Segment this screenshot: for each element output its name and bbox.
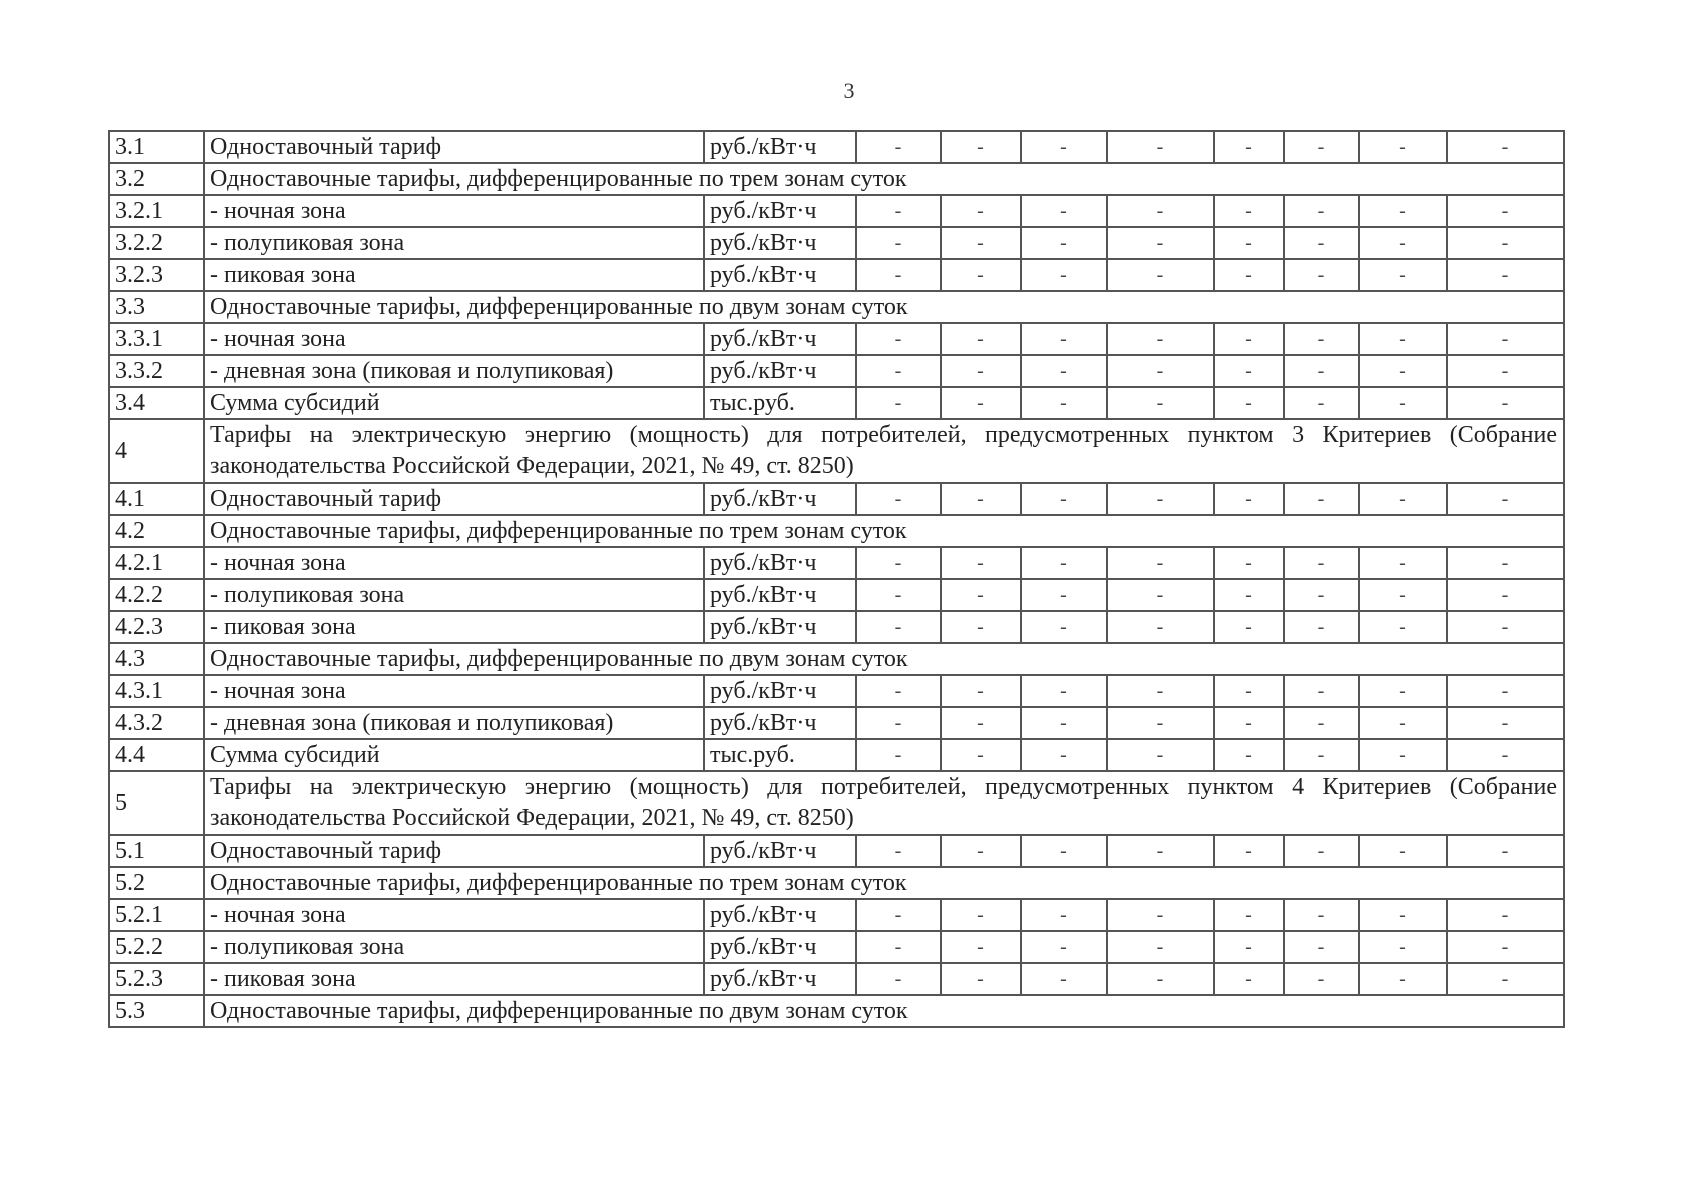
row-label: - полупиковая зона <box>204 227 704 259</box>
row-unit: руб./кВт·ч <box>704 483 856 515</box>
row-unit: руб./кВт·ч <box>704 547 856 579</box>
row-unit: руб./кВт·ч <box>704 195 856 227</box>
value-cell: - <box>856 259 941 291</box>
value-cell: - <box>1447 931 1564 963</box>
value-cell: - <box>1021 195 1107 227</box>
table-row <box>109 995 1564 1027</box>
row-label: Одноставочные тарифы, дифференцированные по двум зонам суток <box>204 995 1564 1027</box>
value-cell: - <box>1021 739 1107 771</box>
row-label: - ночная зона <box>204 899 704 931</box>
value-cell: - <box>856 611 941 643</box>
value-cell: - <box>856 547 941 579</box>
row-label: - полупиковая зона <box>204 931 704 963</box>
value-cell: - <box>1107 323 1214 355</box>
value-cell: - <box>1447 387 1564 419</box>
value-cell: - <box>1284 131 1359 163</box>
row-label: - ночная зона <box>204 195 704 227</box>
row-label: Тарифы на электрическую энергию (мощность) для потребителей, предусмотренных пунктом 4 Критериев (Собрание законодательства Российской Федерации, 2021, № 49, ст. 8250) <box>204 771 1564 835</box>
row-unit: руб./кВт·ч <box>704 611 856 643</box>
value-cell: - <box>1284 963 1359 995</box>
value-cell: - <box>1107 131 1214 163</box>
value-cell: - <box>1021 611 1107 643</box>
row-number: 5 <box>109 771 204 835</box>
tariff-table <box>108 130 1565 1028</box>
row-number: 5.3 <box>109 995 204 1027</box>
value-cell: - <box>1214 899 1284 931</box>
table-row <box>109 931 1564 963</box>
table-row <box>109 387 1564 419</box>
value-cell: - <box>1107 931 1214 963</box>
value-cell: - <box>1214 707 1284 739</box>
value-cell: - <box>941 259 1021 291</box>
value-cell: - <box>1284 227 1359 259</box>
value-cell: - <box>1021 931 1107 963</box>
value-cell: - <box>1359 195 1447 227</box>
value-cell: - <box>1359 355 1447 387</box>
row-unit: тыс.руб. <box>704 387 856 419</box>
value-cell: - <box>856 387 941 419</box>
value-cell: - <box>941 931 1021 963</box>
value-cell: - <box>1284 579 1359 611</box>
value-cell: - <box>856 899 941 931</box>
value-cell: - <box>1107 259 1214 291</box>
row-number: 5.2 <box>109 867 204 899</box>
value-cell: - <box>856 963 941 995</box>
row-number: 3.4 <box>109 387 204 419</box>
value-cell: - <box>1284 259 1359 291</box>
value-cell: - <box>1107 547 1214 579</box>
value-cell: - <box>1107 739 1214 771</box>
row-label: Одноставочные тарифы, дифференцированные по двум зонам суток <box>204 291 1564 323</box>
value-cell: - <box>1021 707 1107 739</box>
row-label: - пиковая зона <box>204 963 704 995</box>
value-cell: - <box>1447 195 1564 227</box>
table-row <box>109 355 1564 387</box>
value-cell: - <box>1284 611 1359 643</box>
value-cell: - <box>856 483 941 515</box>
row-number: 4.1 <box>109 483 204 515</box>
value-cell: - <box>1447 579 1564 611</box>
value-cell: - <box>1214 675 1284 707</box>
value-cell: - <box>1359 931 1447 963</box>
table-row <box>109 131 1564 163</box>
value-cell: - <box>1447 131 1564 163</box>
value-cell: - <box>1359 707 1447 739</box>
value-cell: - <box>1021 227 1107 259</box>
table-row <box>109 483 1564 515</box>
value-cell: - <box>1359 963 1447 995</box>
row-number: 5.2.2 <box>109 931 204 963</box>
row-label: Сумма субсидий <box>204 387 704 419</box>
value-cell: - <box>1284 195 1359 227</box>
row-unit: руб./кВт·ч <box>704 835 856 867</box>
value-cell: - <box>1284 483 1359 515</box>
row-number: 4 <box>109 419 204 483</box>
value-cell: - <box>1359 579 1447 611</box>
value-cell: - <box>1359 835 1447 867</box>
row-number: 3.1 <box>109 131 204 163</box>
table-row <box>109 643 1564 675</box>
row-unit: руб./кВт·ч <box>704 355 856 387</box>
value-cell: - <box>1359 259 1447 291</box>
row-label: - пиковая зона <box>204 259 704 291</box>
value-cell: - <box>941 707 1021 739</box>
value-cell: - <box>941 547 1021 579</box>
value-cell: - <box>1214 227 1284 259</box>
table-row <box>109 771 1564 835</box>
value-cell: - <box>1214 259 1284 291</box>
value-cell: - <box>1447 611 1564 643</box>
value-cell: - <box>1214 579 1284 611</box>
row-number: 4.2 <box>109 515 204 547</box>
value-cell: - <box>856 707 941 739</box>
row-unit: руб./кВт·ч <box>704 899 856 931</box>
row-unit: руб./кВт·ч <box>704 579 856 611</box>
value-cell: - <box>1021 483 1107 515</box>
value-cell: - <box>1447 227 1564 259</box>
value-cell: - <box>1284 355 1359 387</box>
table-row <box>109 675 1564 707</box>
table-row <box>109 259 1564 291</box>
value-cell: - <box>1359 227 1447 259</box>
value-cell: - <box>1447 963 1564 995</box>
table-row <box>109 707 1564 739</box>
row-label: - пиковая зона <box>204 611 704 643</box>
row-unit: руб./кВт·ч <box>704 963 856 995</box>
value-cell: - <box>1021 899 1107 931</box>
row-label: Одноставочный тариф <box>204 131 704 163</box>
value-cell: - <box>1359 323 1447 355</box>
table-row <box>109 163 1564 195</box>
value-cell: - <box>1107 899 1214 931</box>
value-cell: - <box>941 483 1021 515</box>
value-cell: - <box>1107 835 1214 867</box>
value-cell: - <box>1107 227 1214 259</box>
row-unit: руб./кВт·ч <box>704 707 856 739</box>
row-unit: руб./кВт·ч <box>704 131 856 163</box>
value-cell: - <box>941 387 1021 419</box>
value-cell: - <box>1214 131 1284 163</box>
row-label: - дневная зона (пиковая и полупиковая) <box>204 707 704 739</box>
row-unit: руб./кВт·ч <box>704 323 856 355</box>
row-label: Сумма субсидий <box>204 739 704 771</box>
value-cell: - <box>856 931 941 963</box>
value-cell: - <box>1107 611 1214 643</box>
value-cell: - <box>1021 547 1107 579</box>
value-cell: - <box>1107 483 1214 515</box>
value-cell: - <box>941 131 1021 163</box>
value-cell: - <box>1021 963 1107 995</box>
value-cell: - <box>1021 259 1107 291</box>
row-label: - ночная зона <box>204 675 704 707</box>
value-cell: - <box>856 195 941 227</box>
value-cell: - <box>941 579 1021 611</box>
value-cell: - <box>1447 259 1564 291</box>
value-cell: - <box>1359 675 1447 707</box>
value-cell: - <box>1284 899 1359 931</box>
value-cell: - <box>1107 579 1214 611</box>
value-cell: - <box>856 131 941 163</box>
row-number: 4.2.2 <box>109 579 204 611</box>
row-label: Одноставочный тариф <box>204 835 704 867</box>
table-row <box>109 227 1564 259</box>
value-cell: - <box>1021 131 1107 163</box>
value-cell: - <box>1021 835 1107 867</box>
page-number: 3 <box>843 78 855 103</box>
row-number: 3.2.2 <box>109 227 204 259</box>
value-cell: - <box>941 355 1021 387</box>
row-unit: руб./кВт·ч <box>704 931 856 963</box>
row-unit: руб./кВт·ч <box>704 675 856 707</box>
row-unit: руб./кВт·ч <box>704 227 856 259</box>
row-unit: тыс.руб. <box>704 739 856 771</box>
table-row <box>109 963 1564 995</box>
row-label: - дневная зона (пиковая и полупиковая) <box>204 355 704 387</box>
value-cell: - <box>941 611 1021 643</box>
value-cell: - <box>1447 835 1564 867</box>
value-cell: - <box>1284 707 1359 739</box>
row-label: Одноставочные тарифы, дифференцированные по двум зонам суток <box>204 643 1564 675</box>
value-cell: - <box>856 835 941 867</box>
table-row <box>109 515 1564 547</box>
row-number: 4.4 <box>109 739 204 771</box>
value-cell: - <box>941 739 1021 771</box>
row-label: - ночная зона <box>204 323 704 355</box>
value-cell: - <box>941 963 1021 995</box>
table-row <box>109 899 1564 931</box>
value-cell: - <box>1284 835 1359 867</box>
row-number: 5.2.1 <box>109 899 204 931</box>
row-number: 3.3.2 <box>109 355 204 387</box>
table-row <box>109 739 1564 771</box>
value-cell: - <box>856 579 941 611</box>
value-cell: - <box>1214 483 1284 515</box>
row-number: 4.2.1 <box>109 547 204 579</box>
value-cell: - <box>941 835 1021 867</box>
row-number: 3.3 <box>109 291 204 323</box>
value-cell: - <box>941 675 1021 707</box>
value-cell: - <box>941 899 1021 931</box>
value-cell: - <box>1214 963 1284 995</box>
value-cell: - <box>941 227 1021 259</box>
value-cell: - <box>941 323 1021 355</box>
value-cell: - <box>1447 355 1564 387</box>
value-cell: - <box>1447 547 1564 579</box>
table-row <box>109 195 1564 227</box>
table-row <box>109 291 1564 323</box>
value-cell: - <box>1021 579 1107 611</box>
value-cell: - <box>1214 355 1284 387</box>
value-cell: - <box>1447 675 1564 707</box>
value-cell: - <box>1359 739 1447 771</box>
value-cell: - <box>1021 675 1107 707</box>
value-cell: - <box>1284 323 1359 355</box>
value-cell: - <box>1284 739 1359 771</box>
table-row <box>109 867 1564 899</box>
table-row <box>109 323 1564 355</box>
value-cell: - <box>1284 547 1359 579</box>
row-number: 4.3.2 <box>109 707 204 739</box>
value-cell: - <box>1359 483 1447 515</box>
value-cell: - <box>1214 323 1284 355</box>
value-cell: - <box>1214 931 1284 963</box>
value-cell: - <box>1284 675 1359 707</box>
table-row <box>109 547 1564 579</box>
row-label: Одноставочные тарифы, дифференцированные по трем зонам суток <box>204 515 1564 547</box>
table-row <box>109 835 1564 867</box>
table-row <box>109 419 1564 483</box>
value-cell: - <box>941 195 1021 227</box>
row-number: 3.2.3 <box>109 259 204 291</box>
value-cell: - <box>1021 387 1107 419</box>
value-cell: - <box>856 227 941 259</box>
row-number: 4.3 <box>109 643 204 675</box>
value-cell: - <box>1447 483 1564 515</box>
row-number: 5.1 <box>109 835 204 867</box>
value-cell: - <box>1359 899 1447 931</box>
value-cell: - <box>1214 547 1284 579</box>
value-cell: - <box>1447 739 1564 771</box>
value-cell: - <box>1107 707 1214 739</box>
value-cell: - <box>1214 739 1284 771</box>
value-cell: - <box>1284 931 1359 963</box>
table-row <box>109 579 1564 611</box>
value-cell: - <box>1107 355 1214 387</box>
row-label: - полупиковая зона <box>204 579 704 611</box>
value-cell: - <box>1359 387 1447 419</box>
value-cell: - <box>1107 387 1214 419</box>
row-number: 4.3.1 <box>109 675 204 707</box>
value-cell: - <box>856 355 941 387</box>
row-label: Одноставочные тарифы, дифференцированные по трем зонам суток <box>204 163 1564 195</box>
row-number: 3.2.1 <box>109 195 204 227</box>
value-cell: - <box>1359 547 1447 579</box>
value-cell: - <box>856 675 941 707</box>
value-cell: - <box>1359 131 1447 163</box>
value-cell: - <box>1214 195 1284 227</box>
value-cell: - <box>1359 611 1447 643</box>
row-label: Тарифы на электрическую энергию (мощность) для потребителей, предусмотренных пунктом 3 Критериев (Собрание законодательства Российской Федерации, 2021, № 49, ст. 8250) <box>204 419 1564 483</box>
value-cell: - <box>856 323 941 355</box>
value-cell: - <box>1214 611 1284 643</box>
value-cell: - <box>1107 195 1214 227</box>
value-cell: - <box>1214 835 1284 867</box>
value-cell: - <box>1447 899 1564 931</box>
row-label: Одноставочный тариф <box>204 483 704 515</box>
value-cell: - <box>1214 387 1284 419</box>
row-number: 4.2.3 <box>109 611 204 643</box>
value-cell: - <box>1447 323 1564 355</box>
row-number: 3.3.1 <box>109 323 204 355</box>
value-cell: - <box>1107 675 1214 707</box>
value-cell: - <box>1107 963 1214 995</box>
value-cell: - <box>1447 707 1564 739</box>
row-unit: руб./кВт·ч <box>704 259 856 291</box>
table-body <box>109 131 1564 1027</box>
value-cell: - <box>1021 355 1107 387</box>
value-cell: - <box>856 739 941 771</box>
row-number: 3.2 <box>109 163 204 195</box>
table-row <box>109 611 1564 643</box>
value-cell: - <box>1021 323 1107 355</box>
value-cell: - <box>1284 387 1359 419</box>
row-label: Одноставочные тарифы, дифференцированные по трем зонам суток <box>204 867 1564 899</box>
row-label: - ночная зона <box>204 547 704 579</box>
row-number: 5.2.3 <box>109 963 204 995</box>
